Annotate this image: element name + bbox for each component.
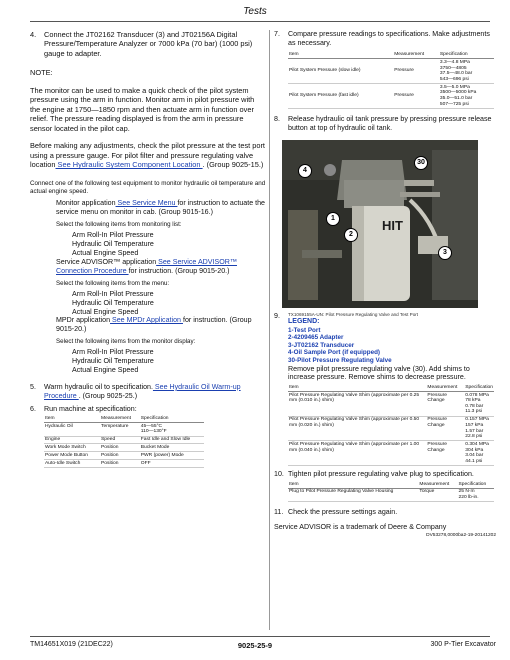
table-row: [288, 488, 494, 501]
step-10: [274, 470, 496, 479]
table-row: [288, 441, 494, 466]
mpdr-tail: for instruction. (Group 9015-20.): [56, 316, 252, 334]
col-header: Measurement: [100, 415, 140, 422]
col-header: Specification: [439, 52, 494, 59]
step-number: 9.: [274, 312, 280, 321]
table-row: [44, 444, 204, 452]
step-text: Compare pressure readings to specifications. Make adjustments as necessary.: [288, 30, 490, 47]
page-header-title: Tests: [243, 6, 267, 17]
callout-4: 4: [298, 164, 312, 178]
list-item: Hydraulic Oil Temperature: [72, 298, 154, 307]
step-9: [274, 312, 496, 382]
step-number: 4.: [30, 30, 37, 39]
legend-item: 2-4209465 Adapter: [288, 334, 344, 342]
cell: 3.3—4.8 MPa 3750—4805 37.5—48.0 bar 543—696 psi: [439, 59, 494, 84]
cell: Torque: [418, 488, 457, 501]
step-5: [30, 383, 266, 401]
callout-1: 1: [326, 212, 340, 226]
list-item: Actual Engine Speed: [72, 249, 139, 258]
list-item: Actual Engine Speed: [72, 307, 139, 316]
step-text: Check the pressure settings again.: [288, 508, 398, 517]
cell: Pilot System Pressure (slow idle): [288, 59, 393, 84]
cell: Pressure: [393, 59, 439, 84]
cell: Pressure Change: [426, 441, 464, 466]
cell: OFF: [140, 460, 204, 468]
table-row: [288, 84, 494, 109]
step-number: 5.: [30, 382, 36, 391]
cell: Plug to Pilot Pressure Regulating Valve Housing: [288, 488, 418, 501]
cell: Position: [100, 444, 140, 452]
legend-title: LEGEND:: [288, 318, 320, 326]
step-11: [274, 508, 496, 517]
connect-intro: Connect one of the following test equipment to monitor hydraulic oil temperature and actual engine speed.: [30, 179, 266, 195]
legend-item: 3-JT02162 Transducer: [288, 341, 355, 349]
callout-30: 30: [414, 156, 428, 170]
table-row: [44, 452, 204, 460]
mpdr-pre: MPDr application: [56, 316, 111, 325]
mpdr-text: [30, 316, 266, 334]
step-text: Connect the JT02162 Transducer (3) and JT02156A Digital Pressure/Temperature Analyzer or 7000 kPa (70 bar) (1000 psi) gauge to adapter.: [44, 30, 253, 58]
step-number: 11.: [274, 508, 284, 517]
col-header: Specification: [140, 415, 204, 422]
list-item: Arm Roll-In Pilot Pressure: [72, 289, 154, 298]
doc-code: DV53278,0000ba2-19-20141202: [426, 532, 496, 538]
monitor-app-text: [30, 199, 266, 217]
callout-3: 3: [438, 246, 452, 260]
step-number: 8.: [274, 114, 280, 123]
page-number: 9025-25-9: [237, 641, 273, 650]
oil-warmup-link[interactable]: See Hydraulic Oil Warm-up Procedure: [44, 382, 241, 400]
run-spec-table: [44, 415, 204, 468]
monitor-pre: Monitor application: [56, 199, 116, 208]
photo-caption: TX1069155A-UN: Pilot Pressure Regulating Valve and Test Port: [288, 312, 419, 318]
monitor-tail: for instruction to actuate the service menu on monitor in cab. (Group 9015-16.): [56, 199, 265, 217]
cell: Power Mode Button: [44, 452, 100, 460]
items-list-a: [30, 231, 266, 258]
step-text: [44, 383, 266, 401]
cell: Auto-Idle Switch: [44, 460, 100, 468]
col-header: Specification: [465, 384, 493, 390]
before-tail: . (Group 9025-15.): [202, 160, 264, 170]
step-number: 10.: [274, 470, 284, 479]
list-item: Arm Roll-In Pilot Pressure: [72, 348, 154, 357]
step-6: [30, 405, 266, 414]
before-text: Before making any adjustments, check the pilot pressure at the test port using a pressure gauge. For pilot filter and pressure regulating valve location: [30, 141, 265, 170]
cell: 3.5—5.0 MPa 3500—5000 kPa 35.0—51.0 bar 507—725 psi: [439, 84, 494, 109]
footer-rule: [30, 636, 490, 637]
service-advisor-text: [30, 258, 266, 276]
cell: Pilot Pressure Regulating Valve Shim (approximate per 0.25 mm (0.010 in.) shim): [288, 391, 426, 416]
step-4: [30, 30, 266, 58]
cell: 0.304 MPa 304 kPa 3.04 bar 44.1 psi: [464, 441, 494, 466]
cell: 0.078 MPa 78 kPa 0.78 bar 11.3 psi: [464, 391, 494, 416]
cell: Engine: [44, 436, 100, 444]
step-number: 6.: [30, 404, 36, 413]
left-column: [30, 30, 266, 468]
cell: Pressure: [393, 84, 439, 109]
table-row: [288, 59, 494, 84]
step-8: [274, 115, 496, 133]
cell: Position: [100, 460, 140, 468]
cell: 0.157 MPa 157 kPa 1.57 bar 22.8 psi: [464, 416, 494, 441]
select-display-text: Select the following items from the monitor display:: [56, 338, 196, 346]
legend-item: 1-Test Port: [288, 326, 321, 334]
header-rule: [30, 21, 490, 22]
legend-item: 30-Pilot Pressure Regulating Valve: [288, 357, 392, 364]
torque-table: [288, 481, 494, 502]
note-text: The monitor can be used to make a quick check of the pilot system pressure using the arm in function. Monitor arm in pilot pressure with the engine at 1750—1850 rpm and then actuate arm in function over relief. The pressure reading displayed is from the arm in pressure sensor located in the pilot cap.: [30, 85, 255, 133]
legend-item: 4-Oil Sample Port (if equipped): [288, 349, 381, 357]
cell: Work Mode Switch: [44, 444, 100, 452]
photo-brand-text: HIT: [382, 218, 403, 234]
hydraulic-location-link[interactable]: See Hydraulic System Component Location: [55, 160, 203, 170]
col-header: Specification: [458, 481, 494, 488]
step-text: Run machine at specification:: [44, 404, 137, 413]
list-item: Actual Engine Speed: [72, 366, 139, 375]
cell: PWR (power) Mode: [140, 452, 204, 460]
column-separator: [269, 30, 270, 630]
pilot-pressure-table: [288, 52, 494, 109]
sa-pre: Service ADVISOR™ application: [56, 257, 157, 266]
cell: Pilot Pressure Regulating Valve Shim (approximate per 0.50 mm (0.020 in.) shim): [288, 416, 426, 441]
items-list-c: [30, 348, 266, 375]
table-row: [44, 423, 204, 436]
cell: Hydraulic Oil: [44, 423, 100, 436]
col-header: Item: [288, 384, 426, 391]
footer-left: TM14651X019 (21DEC22): [30, 641, 113, 648]
table-row: [44, 436, 204, 444]
step9-body: [288, 312, 496, 382]
step-text: Tighten pilot pressure regulating valve plug to specification.: [288, 470, 474, 479]
col-header: Measurement: [426, 384, 464, 391]
step-text: Release hydraulic oil tank pressure by pressing pressure release button at top of hydraulic oil tank.: [288, 114, 492, 132]
step-number: 7.: [274, 30, 280, 38]
step-7: [274, 30, 496, 48]
cell: 25 N·m 220 lb-in.: [458, 488, 494, 501]
trademark-note: Service ADVISOR is a trademark of Deere & Company: [274, 523, 447, 532]
service-advisor-link[interactable]: See Service ADVISOR™ Connection Procedure: [56, 257, 237, 275]
list-item: Arm Roll-In Pilot Pressure: [72, 231, 154, 240]
cell: 45—55°C 110—130°F: [140, 423, 204, 436]
sa-tail: for instruction. (Group 9015-20.): [128, 266, 230, 275]
items-list-b: [30, 290, 266, 317]
col-header: Measurement: [393, 52, 439, 59]
cell: Pressure Change: [426, 416, 464, 441]
valve-photo: [282, 140, 478, 308]
select-monitoring-text: Select the following items from monitoring list:: [56, 221, 182, 229]
table-row: [288, 416, 494, 441]
table-row: [288, 391, 494, 416]
note-label: NOTE:: [30, 68, 53, 78]
callout-2: 2: [344, 228, 358, 242]
cell: Bucket Mode: [140, 444, 204, 452]
mpdr-link[interactable]: See MPDr Application: [110, 316, 183, 325]
step-text: Remove pilot pressure regulating valve (30). Add shims to increase pressure. Remove shims to decrease pressure.: [288, 364, 470, 382]
col-header: Measurement: [418, 481, 457, 488]
cell: Pressure Change: [426, 391, 464, 416]
col-header: Item: [44, 415, 100, 422]
table-row: [44, 460, 204, 468]
col-header: Item: [288, 481, 418, 488]
cell: Pilot Pressure Regulating Valve Shim (approximate per 1.00 mm (0.040 in.) shim): [288, 441, 426, 466]
cell: Speed: [100, 436, 140, 444]
photo-illustration: [282, 140, 478, 308]
list-item: Hydraulic Oil Temperature: [72, 357, 154, 366]
cell: Fast Idle and Slow Idle: [140, 436, 204, 444]
cell: Position: [100, 452, 140, 460]
col-header: Item: [288, 52, 393, 59]
list-item: Hydraulic Oil Temperature: [72, 240, 154, 249]
step5-text: Warm hydraulic oil to specification.: [44, 382, 153, 391]
select-menu-text: Select the following items from the menu:: [56, 279, 170, 287]
right-column: [274, 30, 496, 539]
shim-table: [288, 384, 494, 466]
before-adjust-text: [30, 141, 266, 169]
step5-tail: . (Group 9025-25.): [78, 391, 138, 400]
service-menu-link[interactable]: See Service Menu: [115, 199, 178, 208]
footer-right: 300 P-Tier Excavator: [430, 641, 496, 648]
cell: Temperature: [100, 423, 140, 436]
cell: Pilot System Pressure (fast idle): [288, 84, 393, 109]
